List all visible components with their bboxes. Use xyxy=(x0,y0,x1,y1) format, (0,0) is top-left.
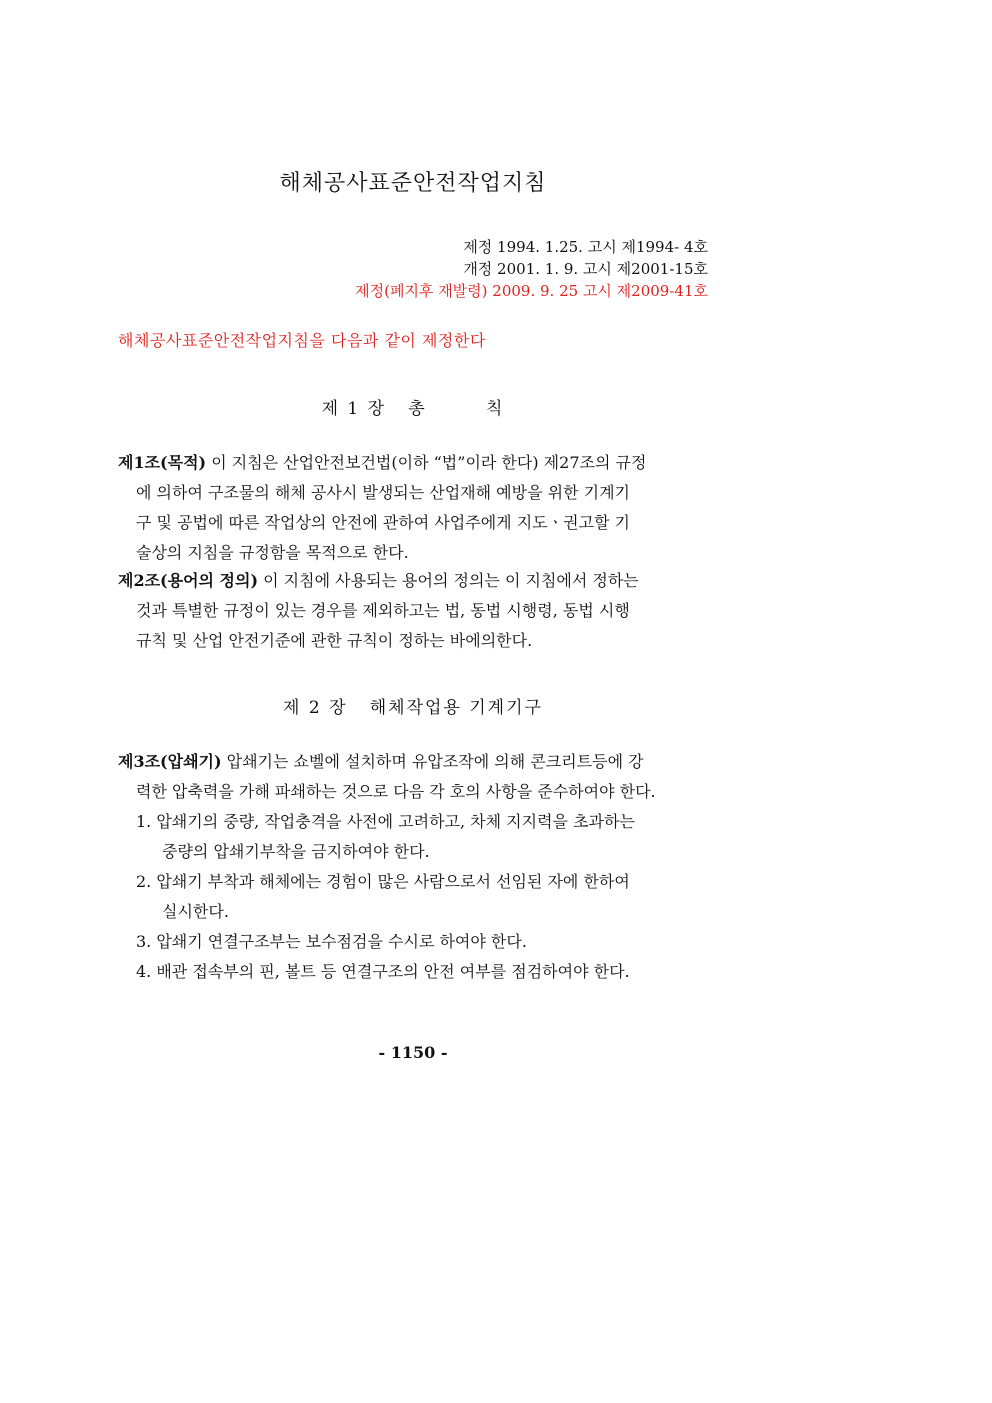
article-1-line-2: 에 의하여 구조물의 해체 공사시 발생되는 산업재해 예방을 위한 기계기 xyxy=(136,483,630,502)
article-2-line-2: 것과 특별한 규정이 있는 경우를 제외하고는 법, 동법 시행령, 동법 시행 xyxy=(136,601,630,620)
article-1-line-3: 구 및 공법에 따른 작업상의 안전에 관하여 사업주에게 지도ㆍ권고할 기 xyxy=(136,513,630,532)
revision-history xyxy=(355,236,708,302)
list-item-text: 2. 압쇄기 부착과 해체에는 경험이 많은 사람으로서 선임된 자에 한하여 xyxy=(136,872,630,891)
article-3-line-2: 력한 압축력을 가해 파쇄하는 것으로 다음 각 호의 사항을 준수하여야 한다. xyxy=(136,782,656,801)
history-line-revised: 개정 2001. 1. 9. 고시 제2001-15호 xyxy=(463,260,708,278)
history-line-enacted: 제정 1994. 1.25. 고시 제1994- 4호 xyxy=(463,238,708,256)
page-number: - 1150 - xyxy=(378,1043,448,1062)
article-2-text: 이 지침에 사용되는 용어의 정의는 이 지침에서 정하는 xyxy=(258,571,639,590)
article-3-first-line xyxy=(118,747,708,777)
list-item-text: 3. 압쇄기 연결구조부는 보수점검을 수시로 하여야 한다. xyxy=(136,932,527,951)
article-3-text: 압쇄기는 쇼벨에 설치하며 유압조작에 의해 콘크리트등에 강 xyxy=(221,752,644,771)
list-item-continuation: 실시한다. xyxy=(162,902,229,921)
list-item xyxy=(118,867,708,927)
document-title: 해체공사표준안전작업지침 xyxy=(279,171,547,196)
list-item-text: 4. 배관 접속부의 핀, 볼트 등 연결구조의 안전 여부를 점검하여야 한다. xyxy=(136,962,630,981)
article-1-first-line xyxy=(118,448,708,478)
chapter-1-heading: 제 1 장 총 칙 xyxy=(321,399,505,419)
article-3-heading: 제3조(압쇄기) xyxy=(118,752,222,771)
article-1 xyxy=(118,448,708,568)
list-item xyxy=(118,807,708,867)
article-1-heading: 제1조(목적) xyxy=(118,453,207,472)
list-item xyxy=(118,957,708,987)
history-line-reissued: 제정(폐지후 재발령) 2009. 9. 25 고시 제2009-41호 xyxy=(355,282,708,300)
article-2-first-line xyxy=(118,566,708,596)
enactment-statement: 해체공사표준안전작업지침을 다음과 같이 제정한다 xyxy=(118,331,486,350)
article-1-line-4: 술상의 지침을 규정함을 목적으로 한다. xyxy=(136,543,409,562)
list-item-continuation: 중량의 압쇄기부착을 금지하여야 한다. xyxy=(162,842,430,861)
list-item xyxy=(118,927,708,957)
chapter-2-heading: 제 2 장 해체작업용 기계기구 xyxy=(283,698,543,718)
article-2-heading: 제2조(용어의 정의) xyxy=(118,571,259,590)
article-2 xyxy=(118,566,708,656)
article-1-text: 이 지침은 산업안전보건법(이하 “법”이라 한다) 제27조의 규정 xyxy=(206,453,647,472)
list-item-text: 1. 압쇄기의 중량, 작업충격을 사전에 고려하고, 차체 지지력을 초과하는 xyxy=(136,812,635,831)
article-2-line-3: 규칙 및 산업 안전기준에 관한 규칙이 정하는 바에의한다. xyxy=(136,631,533,650)
article-3 xyxy=(118,747,708,987)
